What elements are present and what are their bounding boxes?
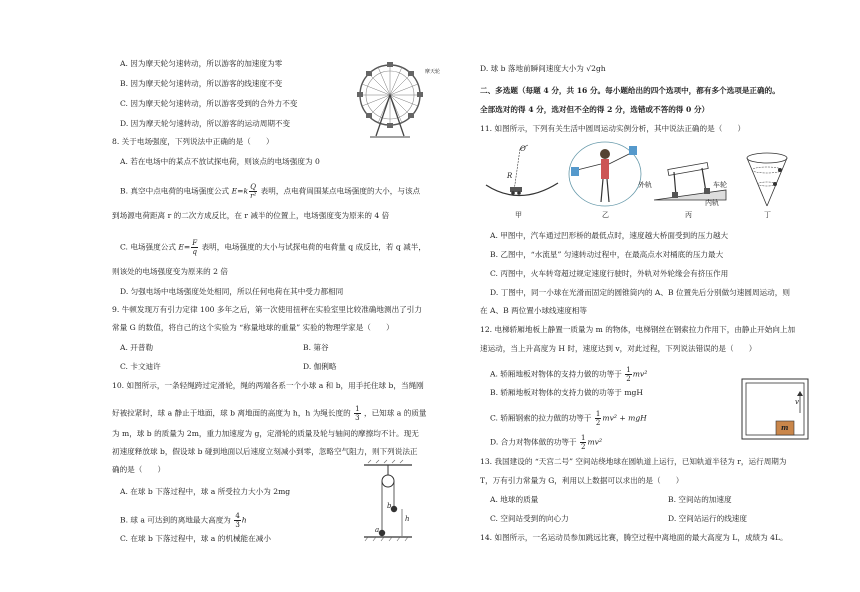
q10-option-c: C. 在球 b 下落过程中，球 a 的机械能在减小 (120, 534, 271, 543)
pulley-label-h: h (405, 515, 410, 523)
fig-label-yi: 乙 (602, 211, 609, 219)
q11-option-d-line2: 在 A、B 两位置小球线速度相等 (480, 306, 588, 315)
q13-stem-line2: T，万有引力常量为 G，利用以上数据可以求出的是（ ） (480, 476, 684, 485)
q10-option-a: A. 在球 b 下落过程中，球 a 所受拉力大小为 2mg (120, 487, 291, 496)
pulley-label-a: a (375, 526, 380, 534)
q8-option-d: D. 匀强电场中电场强度处处相同，所以任何电荷在其中受力都相同 (120, 287, 344, 296)
q8-stem: 8. 关于电场强度，下列说法中正确的是（ ） (112, 137, 274, 146)
elevator-figure (740, 377, 810, 442)
q10-option-b: B. 球 a 可达到的离地最大高度为 $\frac{4}{3}$ h (120, 512, 247, 529)
q8-option-c-line1: C. 电场强度公式 E= $\frac{F}{q}$ 表明，电场强度的大小与试探电荷的电荷量 q 成反比，若 q 减半， (120, 239, 426, 256)
q9-option-d: D. 伽俐略 (303, 362, 337, 371)
q9-option-c: C. 卡文迪许 (120, 362, 161, 371)
q12-stem-line2: 速运动，当上升高度为 H 时，速度达到 v，对此过程，下列说法错误的是（ ） (480, 344, 757, 353)
q12-option-d: D. 合力对物体做的功等于 $\frac{1}{2}$ mv² (490, 434, 603, 451)
q13-option-d: D. 空间站运行的线速度 (668, 514, 747, 523)
figure-jia-concave-bridge (484, 145, 562, 205)
q12-option-a: A. 轿厢地板对物体的支持力做的功等于 $\frac{1}{2}$ mv² (490, 366, 648, 383)
q9-stem-line1: 9. 牛顿发现万有引力定律 100 多年之后，第一次使用扭秤在实验室里比较准确地测出了引力 (112, 305, 422, 314)
q11-option-d-line1: D. 丁图中，同一小球在光滑而固定的圆锥筒内的 A、B 位置先后分别做匀速圆周运动，则 (490, 288, 790, 297)
q10-option-d: D. 球 b 落地前瞬间速度大小为 √2gh (480, 64, 606, 73)
ferris-wheel-figure (350, 60, 430, 140)
q12-stem-line1: 12. 电梯轿厢地板上静置一质量为 m 的物体，电梯钢丝在钢索拉力作用下，由静止开始向上加 (480, 325, 796, 334)
q10-stem-line2: 好被拉紧时，球 a 静止于地面，球 b 离地面的高度为 h，h 为绳长度的 $\frac{1}{3}$ ，已知球 a 的质量 (112, 405, 427, 422)
fig-label-jia: 甲 (515, 211, 522, 219)
q13-option-b: B. 空间站的加速度 (668, 495, 732, 504)
q7-option-b: B. 因为摩天轮匀速转动，所以游客的线速度不变 (120, 79, 283, 88)
fig-jia-O: O (520, 145, 526, 153)
q12-option-c: C. 轿厢钢索的拉力做的功等于 $\frac{1}{2}$ mv² + mgH (490, 410, 647, 427)
q13-stem-line1: 13. 我国建设的 “天宫二号” 空间站绕地球在圆轨道上运行，已知轨道半径为 r，运行周期为 (480, 457, 787, 466)
q8-option-a: A. 若在电场中的某点不放试探电荷，则该点的电场强度为 0 (120, 157, 320, 166)
ferris-wheel-label: 摩天轮 (425, 69, 441, 75)
q11-stem: 11. 如图所示，下列有关生活中圆周运动实例分析，其中说法正确的是（ ） (480, 124, 746, 133)
q7-option-a: A. 因为摩天轮匀速转动，所以游客的加速度为零 (120, 59, 283, 68)
q8-option-b-line2: 到场源电荷距离 r 的二次方成反比，在 r 减半的位置上，电场强度变为原来的 4 倍 (112, 211, 390, 220)
section2-heading-line2: 全部选对的得 4 分，选对但不全的得 2 分，选错或不答的得 0 分） (480, 105, 710, 114)
q11-option-b: B. 乙图中，“水流星” 匀速转动过程中，在最高点水对桶底的压力最大 (490, 250, 724, 259)
fig-bing-wheel: 车轮 (713, 181, 727, 189)
fig-bing-inner-rail: 内轨 (705, 199, 719, 207)
q14-stem: 14. 如图所示，一名运动员参加跳远比赛，腾空过程中离地面的最大高度为 L，成绩为 4L。 (480, 533, 788, 542)
section2-heading-line1: 二、多选题（每题 4 分，共 16 分。每小题给出的四个选项中，都有多个选项是正确的。 (480, 86, 780, 95)
q7-option-c: C. 因为摩天轮匀速转动，所以游客受到的合外力不变 (120, 99, 298, 108)
q11-option-a: A. 甲图中，汽车通过凹形桥的最低点时，速度越大桥面受到的压力越大 (490, 231, 729, 240)
q8-option-b-line1: B. 真空中点电荷的电场强度公式 E=k $\frac{Q}{\text{r²}}$ 表明，点电荷周围某点电场强度的大小，与该点 (120, 183, 421, 200)
figure-yi-water-meteor (565, 140, 645, 210)
q13-option-c: C. 空间站受到的向心力 (490, 514, 569, 523)
q13-option-a: A. 地球的质量 (490, 495, 539, 504)
q9-stem-line2: 常量 G 的数值，将自己的这个实验为 “称量地球的重量” 实验的物理学家是（ ） (112, 323, 394, 332)
fig-label-bing: 丙 (685, 211, 692, 219)
figure-bing-banked-rail (650, 150, 730, 205)
fig-bing-outer-rail: 外轨 (638, 181, 652, 189)
q10-stem-line4: 初速度释放球 b，假设球 b 碰到地面以后速度立刻减小到零，忽略空气阻力，则下列说法正 (112, 447, 418, 456)
q12-option-b: B. 轿厢地板对物体的支持力做的功等于 mgH (490, 388, 644, 397)
figure-ding-cone (742, 150, 792, 210)
q10-stem-line1: 10. 如图所示，一条轻绳跨过定滑轮，绳的两端各系一个小球 a 和 b，用手托住球 b，当绳刚 (112, 381, 424, 390)
q9-option-a: A. 开普勒 (120, 343, 154, 352)
q7-option-d: D. 因为摩天轮匀速转动，所以游客的运动周期不变 (120, 119, 291, 128)
q8-option-c-line2: 则该处的电场强度变为原来的 2 倍 (112, 267, 228, 276)
q10-stem-line3: 为 m，球 b 的质量为 2m，重力加速度为 g，定滑轮的质量及轮与轴间的摩擦均不计。现无 (112, 429, 419, 438)
q9-option-b: B. 第谷 (303, 343, 329, 352)
pulley-label-b: b (387, 502, 392, 510)
fig-label-ding: 丁 (764, 211, 771, 219)
q11-option-c: C. 丙图中，火车转弯超过规定速度行驶时，外轨对外轮缘会有挤压作用 (490, 269, 729, 278)
elevator-velocity-label: v (795, 398, 799, 406)
q10-stem-line5: 确的是（ ） (112, 465, 166, 474)
elevator-mass-label: m (781, 423, 789, 432)
fig-jia-R: R (507, 172, 513, 180)
